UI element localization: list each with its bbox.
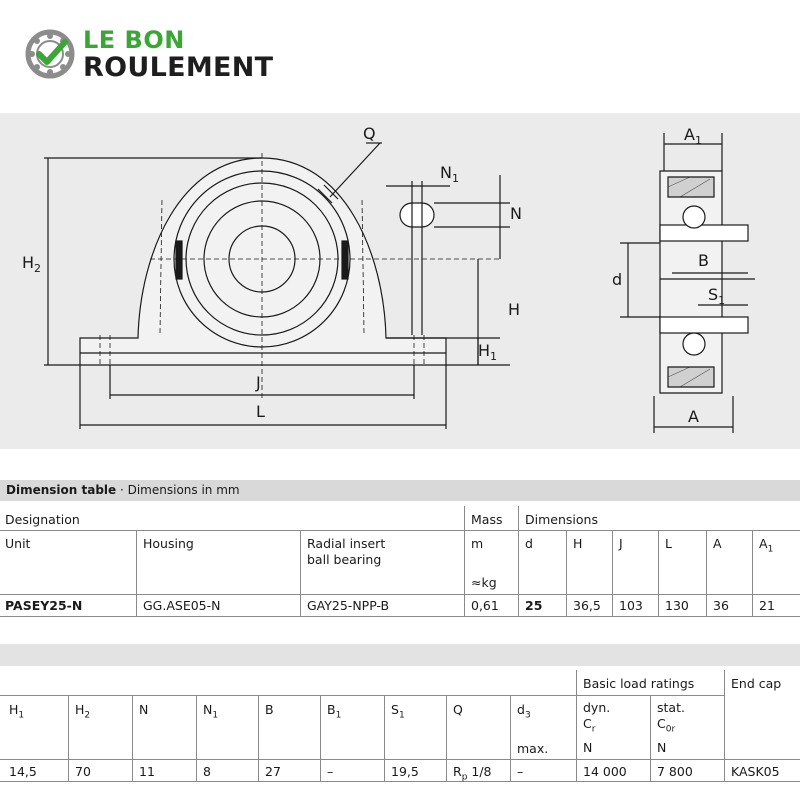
header-J: J <box>619 536 623 551</box>
brand-logo <box>25 26 325 86</box>
housing-side-view <box>660 171 722 393</box>
row-B: 27 <box>265 764 281 779</box>
row-A1: 21 <box>759 598 775 613</box>
row-S1: 19,5 <box>391 764 419 779</box>
header-dimensions: Dimensions <box>525 512 598 527</box>
divider <box>510 695 511 781</box>
table-separator <box>0 644 800 666</box>
divider <box>0 594 800 595</box>
divider <box>752 530 753 616</box>
row-housing: GG.ASE05-N <box>143 598 221 613</box>
divider <box>658 530 659 616</box>
header-d3: $d_3$ <box>517 702 531 721</box>
label-N: N <box>510 204 522 223</box>
header-kg: ≈kg <box>471 575 497 590</box>
bearing-logo-icon <box>25 26 77 82</box>
divider <box>0 781 800 782</box>
row-mass: 0,61 <box>471 598 499 613</box>
divider <box>136 530 137 616</box>
header-housing: Housing <box>143 536 194 551</box>
divider <box>706 530 707 616</box>
row-H1: 14,5 <box>9 764 37 779</box>
divider <box>320 695 321 781</box>
divider <box>196 695 197 781</box>
header-unit-N-dyn: N <box>583 740 593 755</box>
header-max: max. <box>517 741 549 756</box>
row-end-cap: KASK05 <box>731 764 780 779</box>
header-bearing-2: ball bearing <box>307 552 382 567</box>
header-mass: Mass <box>471 512 503 527</box>
divider <box>384 695 385 781</box>
row-bearing: GAY25-NPP-B <box>307 598 390 613</box>
divider <box>446 695 447 781</box>
header-bearing-1: Radial insert <box>307 536 386 551</box>
header-N: N <box>139 702 149 717</box>
divider <box>518 506 519 616</box>
header-B1: $B_1$ <box>327 702 342 721</box>
label-H2: $H_2$ <box>22 253 42 275</box>
header-S1: $S_1$ <box>391 702 405 721</box>
label-Q: Q <box>363 124 376 143</box>
row-H2: 70 <box>75 764 91 779</box>
dimension-table-header <box>0 480 800 501</box>
divider <box>566 530 567 616</box>
header-dyn: dyn. <box>583 700 611 715</box>
divider <box>464 506 465 616</box>
row-J: 103 <box>619 598 643 613</box>
header-C0r: $C_{0r}$ <box>657 716 676 735</box>
label-L: L <box>256 402 265 421</box>
table-subtitle: · Dimensions in mm <box>116 483 240 497</box>
brand-line2: ROULEMENT <box>83 52 274 83</box>
header-Cr: $C_r$ <box>583 716 596 735</box>
label-A: A <box>688 407 699 426</box>
label-S1: $S_1$ <box>708 285 726 307</box>
header-end-cap: End cap <box>731 676 782 691</box>
row-L: 130 <box>665 598 689 613</box>
header-designation: Designation <box>5 512 80 527</box>
header-d: d <box>525 536 533 551</box>
row-d: 25 <box>525 598 543 613</box>
header-unit: Unit <box>5 536 31 551</box>
label-d: d <box>612 270 623 289</box>
row-d3: – <box>517 764 524 779</box>
row-N: 11 <box>139 764 155 779</box>
header-m: m <box>471 536 484 551</box>
divider <box>576 670 577 781</box>
label-H1: $H_1$ <box>478 341 498 363</box>
header-Q: Q <box>453 702 463 717</box>
brand-line1: LE BON <box>83 26 185 54</box>
divider <box>300 530 301 616</box>
divider <box>724 670 725 781</box>
header-load-ratings: Basic load ratings <box>583 676 695 691</box>
row-C0r: 7 800 <box>657 764 693 779</box>
row-B1: – <box>327 764 334 779</box>
row-unit: PASEY25-N <box>5 598 83 613</box>
divider <box>132 695 133 781</box>
label-H: H <box>508 300 521 319</box>
row-A: 36 <box>713 598 729 613</box>
label-A1: $A_1$ <box>684 125 702 147</box>
header-L: L <box>665 536 672 551</box>
header-H: H <box>573 536 583 551</box>
housing-outline <box>80 158 446 365</box>
divider <box>650 695 651 781</box>
row-N1: 8 <box>203 764 211 779</box>
divider <box>0 695 576 696</box>
header-H2: $H_2$ <box>75 702 91 721</box>
row-H: 36,5 <box>573 598 601 613</box>
label-B: B <box>698 251 709 270</box>
header-unit-N-stat: N <box>657 740 667 755</box>
header-N1: $N_1$ <box>203 702 219 721</box>
divider <box>258 695 259 781</box>
mounting-slot <box>400 203 434 227</box>
header-B: B <box>265 702 274 717</box>
divider <box>68 695 69 781</box>
divider <box>0 759 800 760</box>
header-A: A <box>713 536 722 551</box>
header-A1: $A_1$ <box>759 536 774 555</box>
row-Cr: 14 000 <box>583 764 627 779</box>
header-H1: $H_1$ <box>9 702 25 721</box>
header-stat: stat. <box>657 700 685 715</box>
row-Q: $R_p$ 1/8 <box>453 764 492 783</box>
technical-drawing <box>0 113 800 449</box>
label-J: J <box>256 373 261 392</box>
table-title: Dimension table <box>6 483 117 497</box>
divider <box>0 616 800 617</box>
divider <box>612 530 613 616</box>
label-N1: $N_1$ <box>440 163 459 185</box>
divider <box>0 530 800 531</box>
